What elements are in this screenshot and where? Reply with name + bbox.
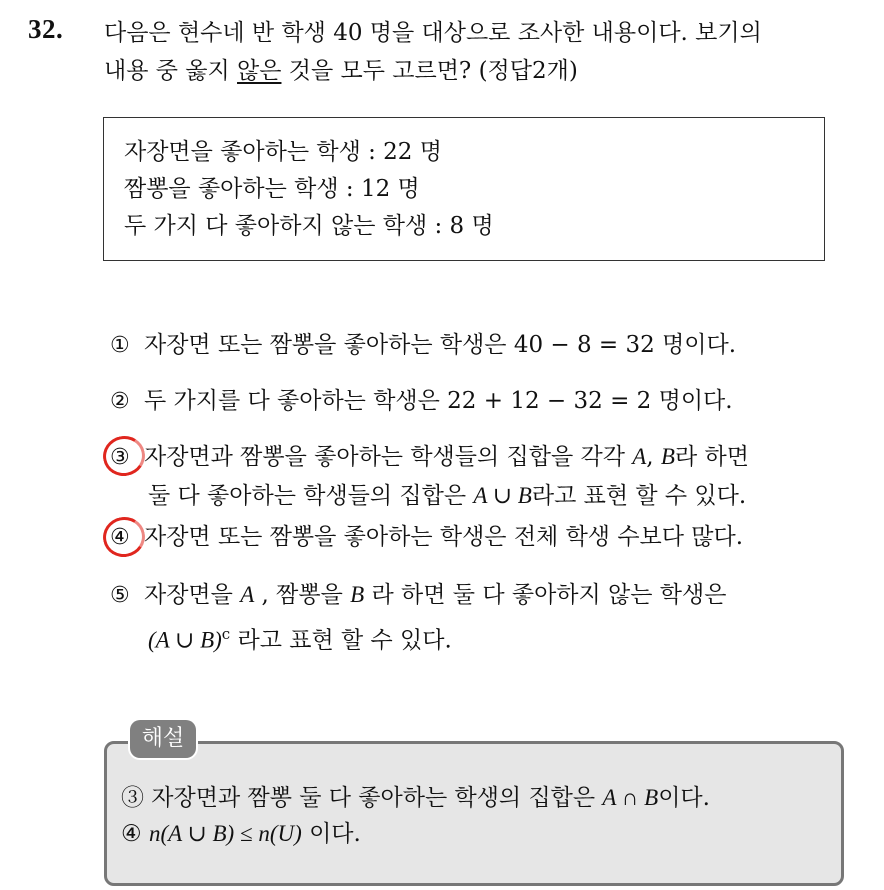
option-line <box>110 438 749 477</box>
condition-row: 짬뽕을 좋아하는 학생 : 12 명 <box>124 176 420 202</box>
intersection-expression: A ∩ B <box>602 785 659 810</box>
union-expression: A ∪ B <box>473 483 532 508</box>
option-text: 두 가지를 다 좋아하는 학생은 22 + 12 − 32 = 2 명이다. <box>144 388 733 414</box>
set-b: B <box>660 444 675 469</box>
option-mark: ⑤ <box>110 583 130 608</box>
inequality-expression: n(A ∪ B) ≤ n(U) <box>148 821 302 846</box>
solution-text: 이다. <box>301 821 361 847</box>
question-number: 32. <box>28 14 64 44</box>
question-stem <box>104 14 874 90</box>
option-line <box>110 477 749 515</box>
option-4[interactable] <box>110 518 743 557</box>
option-text: 둘 다 좋아하는 학생들의 집합은 <box>148 483 474 509</box>
condition-row: 자장면을 좋아하는 학생 : 22 명 <box>124 139 442 165</box>
stem-underlined-word: 않은 <box>237 58 282 84</box>
option-text: , 짬뽕을 <box>254 582 351 608</box>
solution-text: 이다. <box>658 785 710 811</box>
solution-tag: 해설 <box>130 720 196 758</box>
complement-superscript: c <box>221 625 231 643</box>
option-text: 라고 표현 할 수 있다. <box>230 627 452 654</box>
set-a: A <box>240 582 255 607</box>
solution-box <box>104 741 844 886</box>
option-text: 자장면 또는 짬뽕을 좋아하는 학생은 전체 학생 수보다 많다. <box>144 524 744 550</box>
complement-expression: (A ∪ B) <box>148 627 222 653</box>
option-text: 라고 표현 할 수 있다. <box>531 483 747 509</box>
stem-text: 것을 모두 고르면? (정답2개) <box>281 58 578 84</box>
set-a: A <box>632 444 647 469</box>
option-text: 라 하면 둘 다 좋아하지 않는 학생은 <box>364 582 727 608</box>
option-mark: ④ <box>110 525 130 550</box>
stem-line-1: 다음은 현수네 반 학생 40 명을 대상으로 조사한 내용이다. 보기의 <box>104 20 762 46</box>
option-line <box>110 615 726 660</box>
option-text: 자장면과 짬뽕을 좋아하는 학생들의 집합을 각각 <box>144 444 633 470</box>
option-5[interactable] <box>110 576 726 660</box>
stem-text: 내용 중 옳지 <box>104 58 238 84</box>
solution-text: ④ <box>121 821 149 847</box>
option-text: 자장면 또는 짬뽕을 좋아하는 학생은 40 − 8 = 32 명이다. <box>144 332 737 358</box>
option-text: 라 하면 <box>674 444 749 470</box>
solution-line-1 <box>121 780 710 816</box>
option-1[interactable] <box>110 326 736 365</box>
option-2[interactable] <box>110 382 733 421</box>
option-line <box>110 576 726 615</box>
condition-box <box>103 117 825 261</box>
option-mark: ① <box>110 333 130 358</box>
set-b: B <box>350 582 365 607</box>
stem-line-2 <box>104 52 874 90</box>
option-3[interactable] <box>110 438 749 515</box>
option-mark: ③ <box>110 445 130 470</box>
solution-text: ③ 자장면과 짬뽕 둘 다 좋아하는 학생의 집합은 <box>121 785 603 811</box>
solution-line-2 <box>121 816 361 852</box>
option-text: , <box>646 444 661 470</box>
condition-row: 두 가지 다 좋아하지 않는 학생 : 8 명 <box>124 213 494 239</box>
option-text: 자장면을 <box>144 582 241 608</box>
option-mark: ② <box>110 389 130 414</box>
